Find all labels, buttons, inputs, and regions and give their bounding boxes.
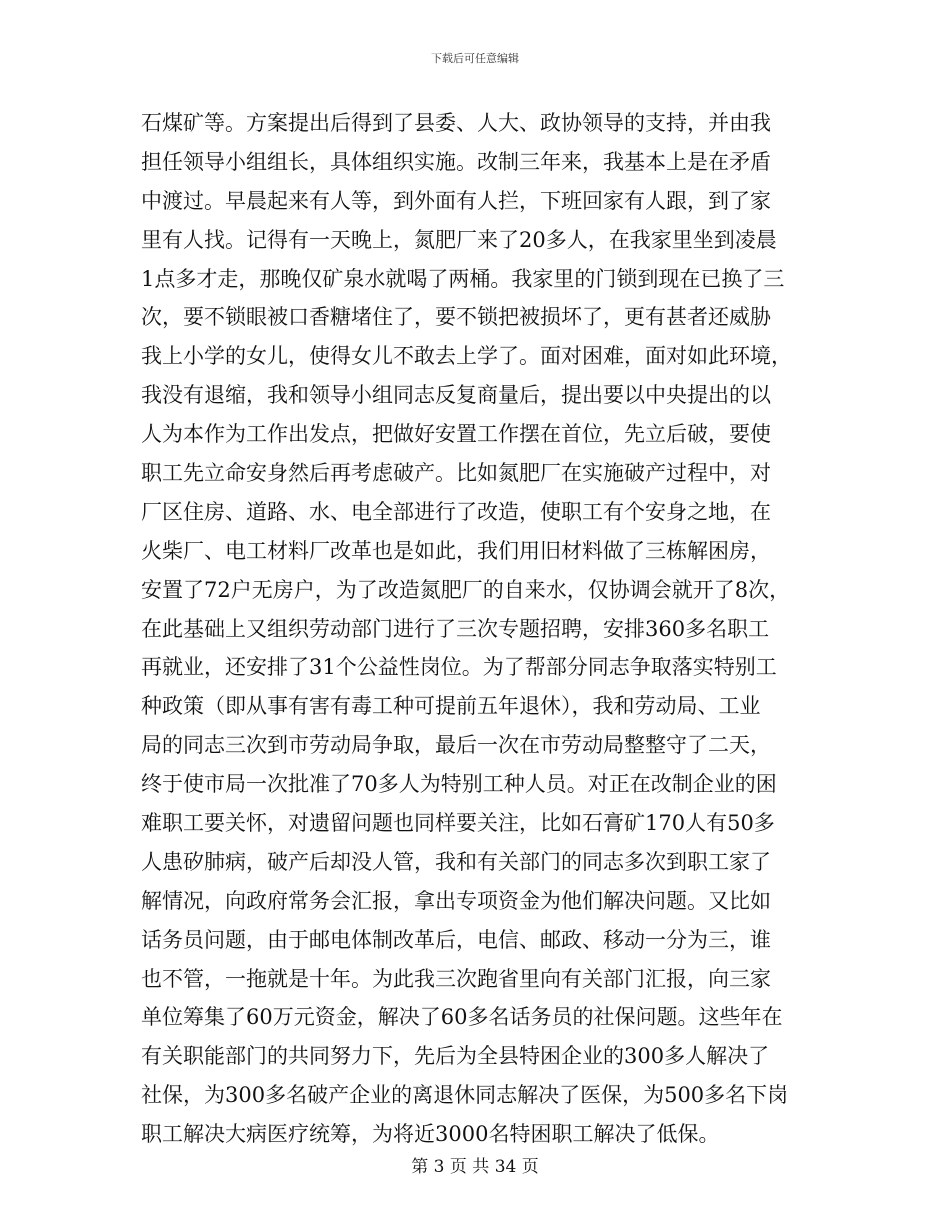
text-line: 1点多才走，那晚仅矿泉水就喝了两桶。我家里的门锁到现在已换了三 [141,266,785,291]
text-line: 厂区住房、道路、水、电全部进行了改造，使职工有个安身之地，在 [141,499,771,524]
text-line: 解情况，向政府常务会汇报，拿出专项资金为他们解决问题。又比如 [141,888,771,913]
text-line: 局的同志三次到市劳动局争取，最后一次在市劳动局整整守了二天， [141,733,771,758]
text-line: 石煤矿等。方案提出后得到了县委、人大、政协领导的支持，并由我 [141,111,771,135]
text-line: 职工先立命安身然后再考虑破产。比如氮肥厂在实施破产过程中，对 [141,461,771,486]
text-line: 难职工要关怀，对遗留问题也同样要关注，比如石膏矿170人有50多 [141,811,775,836]
text-line: 也不管，一拖就是十年。为此我三次跑省里向有关部门汇报，向三家 [141,966,771,991]
text-line: 安置了72户无房户，为了改造氮肥厂的自来水，仅协调会就开了8次， [141,577,791,602]
text-line: 次，要不锁眼被口香糖堵住了，要不锁把被损坏了，更有甚者还威胁 [141,305,771,330]
text-line: 有关职能部门的共同努力下，先后为全县特困企业的300多人解决了 [141,1044,770,1069]
text-line: 我上小学的女儿，使得女儿不敢去上学了。面对困难，面对如此环境， [141,344,792,369]
body-text [141,104,821,1154]
text-line: 种政策（即从事有害有毒工种可提前五年退休），我和劳动局、工业 [141,694,761,719]
page-header: 下载后可任意编辑 [431,52,519,65]
text-line: 在此基础上又组织劳动部门进行了三次专题招聘，安排360多名职工 [141,616,770,641]
text-line: 再就业，还安排了31个公益性岗位。为了帮部分同志争取落实特别工 [141,655,777,680]
page-number-footer: 第 3 页 共 34 页 [411,1157,539,1177]
text-line: 职工解决大病医疗统筹，为将近3000名特困职工解决了低保。 [141,1122,720,1147]
text-line: 社保，为300多名破产企业的离退休同志解决了医保，为500多名下岗 [141,1083,789,1108]
text-line: 人为本作为工作出发点，把做好安置工作摆在首位，先立后破，要使 [141,422,771,447]
text-line: 担任领导小组组长，具体组织实施。改制三年来，我基本上是在矛盾 [141,149,771,174]
text-line: 人患矽肺病，破产后却没人管，我和有关部门的同志多次到职工家了 [141,849,771,874]
text-line: 中渡过。早晨起来有人等，到外面有人拦，下班回家有人跟，到了家 [141,188,771,213]
text-line: 单位筹集了60万元资金，解决了60多名话务员的社保问题。这些年在 [141,1005,783,1030]
text-line: 我没有退缩，我和领导小组同志反复商量后，提出要以中央提出的以 [141,383,771,408]
text-line: 里有人找。记得有一天晚上，氮肥厂来了20多人，在我家里坐到凌晨 [141,227,777,252]
text-line: 终于使市局一次批准了70多人为特别工种人员。对正在改制企业的困 [141,772,777,797]
text-line: 话务员问题，由于邮电体制改革后，电信、邮政、移动一分为三，谁 [141,927,771,952]
text-line: 火柴厂、电工材料厂改革也是如此，我们用旧材料做了三栋解困房， [141,538,771,563]
